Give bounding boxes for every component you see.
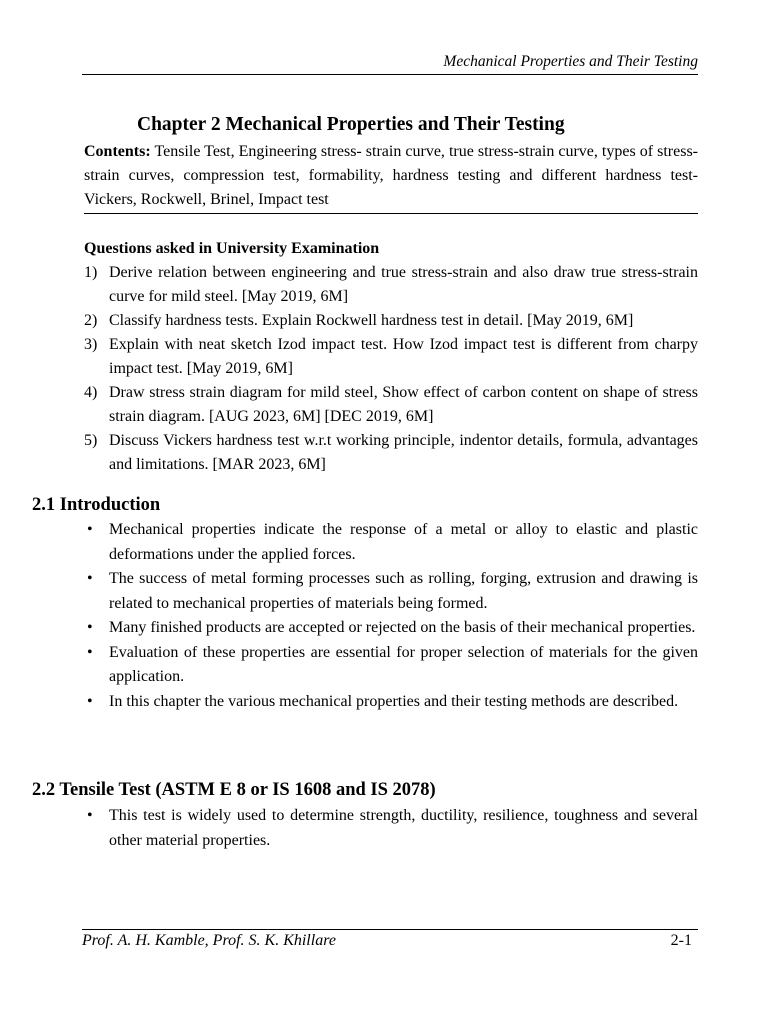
bullet-text: Many finished products are accepted or rejected on the basis of their mechanical properties. — [109, 619, 696, 636]
bullet-text: The success of metal forming processes such as rolling, forging, extrusion and drawing is related to mechanical properties of materials being formed. — [109, 570, 698, 612]
question-item — [84, 261, 698, 309]
introduction-bullets — [84, 518, 698, 714]
question-text: Discuss Vickers hardness test w.r.t working principle, indentor details, formula, advantages and limitations. [MAR 2023, 6M] — [109, 432, 698, 473]
bullet-icon: • — [87, 643, 93, 661]
question-number: 4) — [84, 384, 98, 401]
chapter-title: Chapter 2 Mechanical Properties and Their Testing — [137, 114, 565, 135]
question-item — [84, 309, 698, 333]
question-text: Draw stress strain diagram for mild steel, Show effect of carbon content on shape of stress strain diagram. [AUG 2023, 6M] [DEC 2019, 6M] — [109, 384, 698, 425]
bullet-icon: • — [87, 521, 93, 538]
questions-list — [84, 261, 698, 477]
question-item — [84, 381, 698, 429]
question-item — [84, 429, 698, 477]
page-number: 2-1 — [670, 932, 692, 949]
bullet-icon: • — [87, 619, 93, 636]
contents-rule — [84, 213, 698, 214]
question-text: Derive relation between engineering and true stress-strain and also draw true stress-strain curve for mild steel. [May 2019, 6M] — [109, 264, 698, 305]
bullet-text: Evaluation of these properties are essential for proper selection of materials for the given application. — [109, 643, 698, 685]
question-text: Classify hardness tests. Explain Rockwell hardness test in detail. [May 2019, 6M] — [109, 312, 634, 329]
bullet-item — [84, 567, 698, 616]
tensile-test-bullets — [84, 804, 698, 853]
section-heading-introduction: 2.1 Introduction — [32, 495, 161, 515]
contents-text: Tensile Test, Engineering stress- strain curve, true stress-strain curve, types of stress-strain curves, compression test, formability, hardness testing and different hardness test- Vickers, Rockwell, Brinel, Impact test — [84, 143, 699, 208]
question-item — [84, 333, 698, 381]
bullet-icon: • — [87, 570, 93, 587]
bullet-item — [84, 690, 698, 715]
question-text: Explain with neat sketch Izod impact test. How Izod impact test is different from charpy impact test. [May 2019, 6M] — [109, 336, 698, 377]
bullet-item — [84, 518, 698, 567]
bullet-text: In this chapter the various mechanical properties and their testing methods are described. — [109, 692, 679, 710]
bullet-icon: • — [87, 692, 93, 710]
question-number: 1) — [84, 264, 98, 281]
question-number: 3) — [84, 336, 98, 353]
bullet-item — [84, 616, 698, 641]
bullet-item — [84, 804, 698, 853]
bullet-text: Mechanical properties indicate the response of a metal or alloy to elastic and plastic deformations under the applied forces. — [109, 521, 698, 563]
footer-authors: Prof. A. H. Kamble, Prof. S. K. Khillare — [82, 932, 336, 949]
bullet-item — [84, 641, 698, 690]
running-header: Mechanical Properties and Their Testing — [443, 53, 698, 70]
bullet-icon: • — [87, 807, 93, 824]
contents-label: Contents: — [84, 143, 151, 160]
chapter-contents — [84, 140, 698, 212]
question-number: 2) — [84, 312, 98, 329]
bullet-text: This test is widely used to determine strength, ductility, resilience, toughness and several other material properties. — [109, 807, 698, 849]
questions-heading: Questions asked in University Examination — [84, 240, 380, 257]
section-heading-tensile-test: 2.2 Tensile Test (ASTM E 8 or IS 1608 and IS 2078) — [32, 780, 436, 800]
header-rule — [82, 74, 698, 75]
question-number: 5) — [84, 432, 98, 449]
